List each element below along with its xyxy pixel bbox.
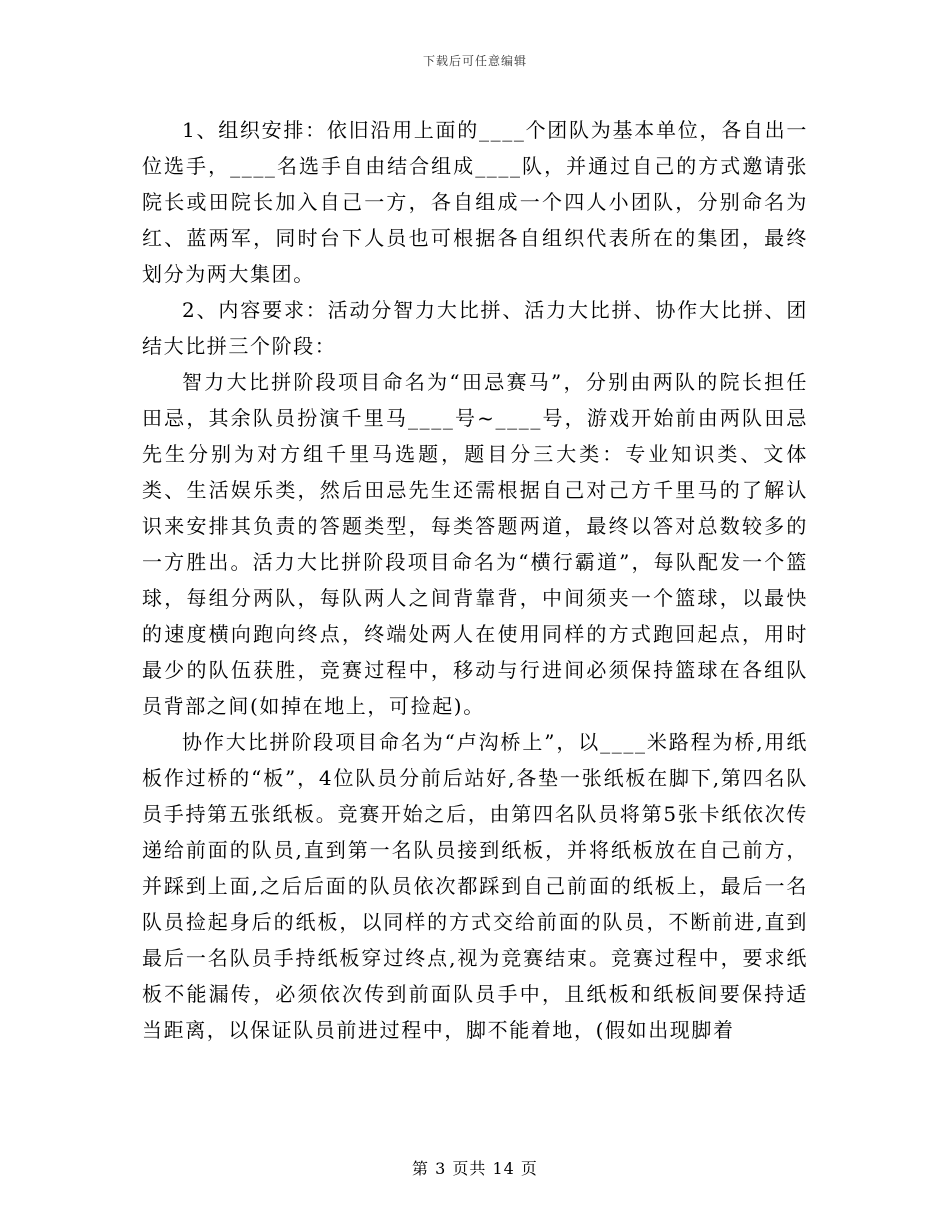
paragraph-organization: 1、组织安排：依旧沿用上面的____个团队为基本单位，各自出一位选手，____名选手自由结合组成____队，并通过自己的方式邀请张院长或田院长加入自己一方，各自组成一个四人小团队，分别命名为红、蓝两军，同时台下人员也可根据各自组织代表所在的集团，最终划分为两大集团。 xyxy=(142,118,808,286)
paragraph-intelligence-vitality: 智力大比拼阶段项目命名为“田忌赛马”，分别由两队的院长担任田忌，其余队员扮演千里马____号~____号，游戏开始前由两队田忌先生分别为对方组千里马选题，题目分三大类：专业知识类、文体类、生活娱乐类，然后田忌先生还需根据自己对己方千里马的了解认识来安排其负责的答题类型，每类答题两道，最终以答对总数较多的一方胜出。活力大比拼阶段项目命名为“横行霸道”，每队配发一个篮球，每组分两队，每队两人之间背靠背，中间须夹一个篮球，以最快的速度横向跑向终点，终端处两人在使用同样的方式跑回起点，用时最少的队伍获胜，竞赛过程中，移动与行进间必须保持篮球在各组队员背部之间(如掉在地上，可捡起)。 xyxy=(142,370,808,718)
page-header: 下载后可任意编辑 xyxy=(422,54,527,68)
page-footer: 第 3 页共 14 页 xyxy=(412,1159,538,1178)
paragraph-content-requirements: 2、内容要求：活动分智力大比拼、活力大比拼、协作大比拼、团结大比拼三个阶段： xyxy=(142,298,808,358)
paragraph-cooperation: 协作大比拼阶段项目命名为“卢沟桥上”，以____米路程为桥,用纸板作过桥的“板”，4位队员分前后站好,各垫一张纸板在脚下,第四名队员手持第五张纸板。竞赛开始之后，由第四名队员将第5张卡纸依次传递给前面的队员,直到第一名队员接到纸板，并将纸板放在自己前方，并踩到上面,之后后面的队员依次都踩到自己前面的纸板上，最后一名队员捡起身后的纸板，以同样的方式交给前面的队员，不断前进,直到最后一名队员手持纸板穿过终点,视为竞赛结束。竞赛过程中，要求纸板不能漏传，必须依次传到前面队员手中，且纸板和纸板间要保持适当距离，以保证队员前进过程中，脚不能着地，(假如出现脚着 xyxy=(142,730,808,1042)
document-body xyxy=(142,112,808,1048)
